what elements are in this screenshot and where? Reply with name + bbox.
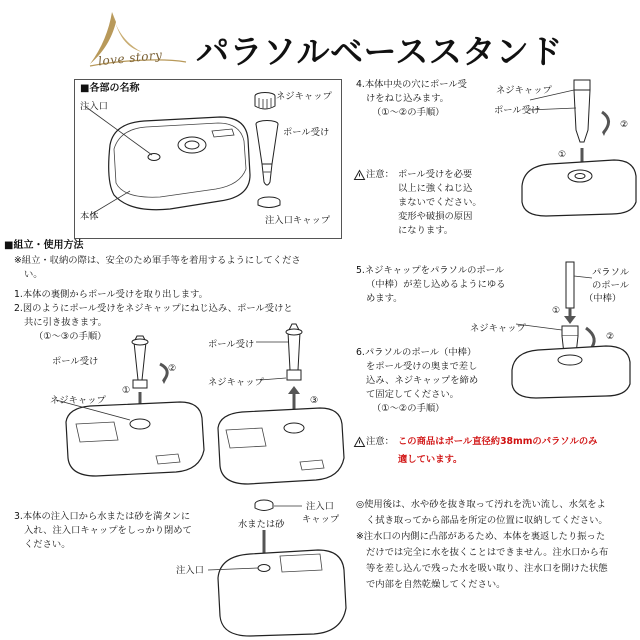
step-2-line-3: （①～③の手順）: [34, 331, 107, 342]
step-6-line-4: て固定してください。: [366, 389, 459, 400]
step-3-line-3: ください。: [24, 539, 71, 550]
fig5-pole-label-2: のポール: [592, 280, 630, 291]
part-label-pole-receiver: ポール受け: [283, 127, 330, 138]
caution-2-label: 注意：: [366, 436, 394, 447]
screw-cap-icon: [253, 92, 277, 112]
warning-icon-2: [354, 437, 365, 447]
fig3-diagram: [210, 496, 350, 636]
caution-label: 注意：: [366, 169, 394, 180]
step-4-line-2: けをねじ込みます。: [366, 93, 449, 104]
fig4-step-1: ①: [558, 150, 567, 160]
fig2b-diagram: [212, 318, 347, 488]
fig2b-pole-label: ポール受け: [208, 339, 255, 350]
fig4-pole-label: ポール受け: [494, 105, 541, 116]
fig4-cap-label: ネジキャップ: [496, 85, 552, 96]
step-6-line-1: 6.パラソルのポール（中棒）: [356, 347, 477, 358]
step-6-line-3: 込み、ネジキャップを締め: [366, 375, 479, 386]
page-title: パラソルベーススタンド: [196, 32, 563, 71]
fig4-step-2: ②: [620, 120, 629, 130]
parts-heading: ■各部の名称: [80, 83, 140, 94]
caution-line-5: になります。: [398, 225, 454, 236]
fig5-pole-label-1: パラソル: [592, 267, 630, 278]
fig5-6-diagram: [506, 258, 636, 398]
after-use-line-1: ◎使用後は、水や砂を抜き取って汚れを洗い流し、水気をよ: [356, 499, 606, 510]
fig4-diagram: [516, 76, 638, 216]
fig3-water-label: 水または砂: [238, 519, 285, 530]
warning-icon: [354, 170, 365, 180]
step-6-line-2: をポール受けの奥まで差し: [366, 361, 478, 372]
step-6-line-5: （①～②の手順）: [372, 403, 445, 414]
fig2a-step-2: ②: [168, 363, 177, 374]
step-1: 1.本体の裏側からポール受けを取り出します。: [14, 289, 208, 300]
part-label-screw-cap: ネジキャップ: [276, 91, 332, 102]
step-5-line-1: 5.ネジキャップをパラソルのポール: [356, 265, 505, 276]
step-5-line-3: めます。: [366, 293, 403, 304]
after-use-line-6: で内部を自然乾燥してください。: [366, 579, 506, 590]
fig5-pole-label-3: （中棒）: [584, 293, 622, 304]
assembly-heading: ■組立・使用方法: [4, 240, 84, 251]
caution-line-3: まないでください。: [398, 197, 482, 208]
after-use-line-5: 等を差し込んで残った水を吸い取り、注水口を開けた状態: [366, 563, 608, 574]
fig5-step-2: ②: [606, 332, 615, 342]
caution-line-1: ポール受けを必要: [398, 169, 473, 180]
fig2b-step-3: ③: [310, 395, 319, 406]
fig3-inlet-label: 注入口: [176, 565, 204, 576]
safety-note-line-2: い。: [24, 269, 43, 280]
step-4-line-1: 4.本体中央の穴にポール受: [356, 79, 467, 90]
pole-receiver-icon: [254, 120, 280, 190]
base-body-diagram: [100, 105, 260, 220]
after-use-line-2: く拭き取ってから部品を所定の位置に収納してください。: [366, 515, 608, 526]
fig5-cap-label: ネジキャップ: [470, 323, 526, 334]
part-label-inlet: 注入口: [80, 101, 108, 112]
fig3-cap-label-2: キャップ: [302, 514, 340, 525]
caution-line-2: 以上に強くねじ込: [398, 183, 473, 194]
step-2-line-1: 2.図のようにポール受けをネジキャップにねじ込み、ポール受けと: [14, 303, 293, 314]
fig2a-cap-label: ネジキャップ: [50, 395, 106, 406]
brand-name: love story: [97, 47, 164, 69]
fig2b-cap-label: ネジキャップ: [208, 377, 264, 388]
inlet-cap-icon: [256, 196, 282, 210]
fig2a-diagram: [60, 330, 210, 480]
part-label-inlet-cap: 注入口キャップ: [265, 215, 331, 226]
caution-2-line-2: 適しています。: [398, 454, 463, 465]
fig5-step-1: ①: [552, 306, 561, 316]
step-5-line-2: （中棒）が差し込めるようにゆる: [366, 279, 506, 290]
safety-note-line-1: ※組立・収納の際は、安全のため軍手等を着用するようにしてくださ: [14, 255, 301, 266]
fig2a-pole-label: ポール受け: [52, 356, 99, 367]
step-4-line-3: （①～②の手順）: [372, 107, 445, 118]
step-2-line-2: 共に引き抜きます。: [24, 317, 107, 328]
part-label-body: 本体: [80, 211, 99, 222]
fig2a-step-1: ①: [122, 385, 131, 396]
caution-2-line-1: この商品はポール直径約38mmのパラソルのみ: [398, 436, 598, 447]
fig3-cap-label-1: 注入口: [306, 501, 334, 512]
after-use-line-3: ※注水口の内側に凸部があるため、本体を裏返したり振った: [356, 531, 606, 542]
step-3-line-2: 入れ、注入口キャップをしっかり閉めて: [24, 525, 192, 536]
after-use-line-4: だけでは完全に水を抜くことはできません。注水口から布: [366, 547, 609, 558]
step-3-line-1: 3.本体の注入口から水または砂を満タンに: [14, 511, 191, 522]
caution-line-4: 変形や破損の原因: [398, 211, 473, 222]
